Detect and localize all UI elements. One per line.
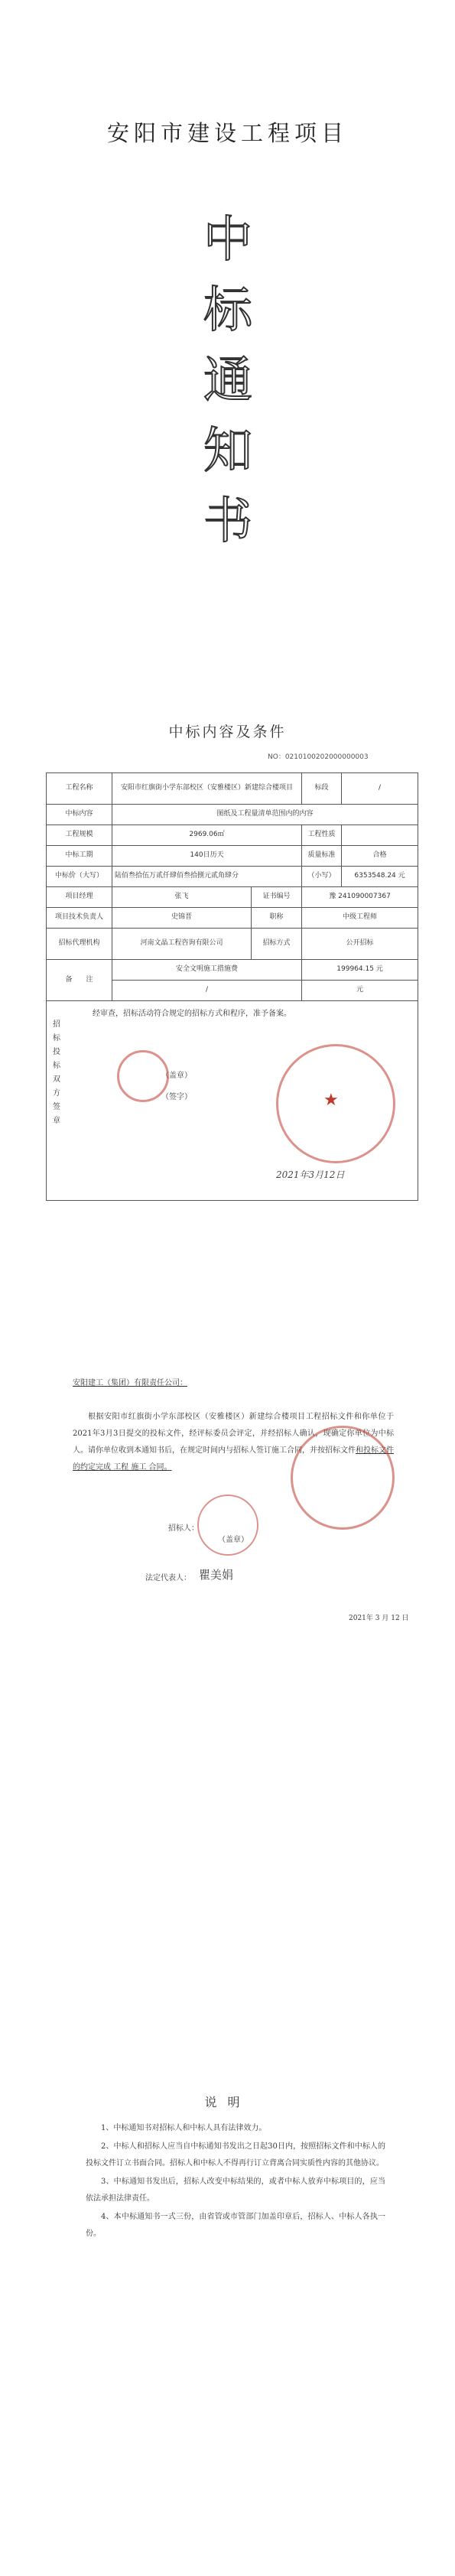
large-seal-icon — [291, 1426, 395, 1530]
document-number: NO：0210100202000000003 — [268, 753, 369, 761]
method-value: 公开招标 — [302, 929, 418, 960]
safety-value: 199964.15 元 — [302, 960, 418, 981]
addressee: 安阳建工（集团）有限责任公司： — [73, 1379, 187, 1387]
handwritten-date: 2021年3月12日 — [276, 1169, 345, 1180]
price-small-label: （小写） — [302, 867, 342, 887]
cover-char-1: 中 — [203, 212, 252, 268]
remarks-label: 备 注 — [47, 960, 112, 1001]
method-label: 招标方式 — [252, 929, 302, 960]
agency-value: 河南文晶工程咨询有限公司 — [112, 929, 252, 960]
tech-value: 史锦晋 — [112, 908, 252, 929]
manager-value: 张飞 — [112, 887, 252, 908]
period-value: 140日历天 — [112, 846, 302, 867]
legal-signature: 瞿美娟 — [199, 1568, 234, 1582]
cover-char-3: 通 — [203, 353, 252, 409]
list-item: 3、中标通知书发出后，招标人改变中标结果的，或者中标人放弃中标项目的，应当依法承担法律责任。 — [86, 2178, 385, 2203]
section-value: / — [342, 773, 418, 805]
list-item: 1、中标通知书对招标人和中标人具有法律效力。 — [101, 2124, 267, 2132]
title-value: 中级工程师 — [302, 908, 418, 929]
instructions-heading: 说明 — [204, 2095, 251, 2109]
instructions-page — [0, 1932, 455, 2576]
sign-side-label: 招 标 投 标 双 方 签 章 — [53, 1020, 60, 1125]
table-row — [47, 960, 418, 981]
period-label: 中标工期 — [47, 846, 112, 867]
project-name-value: 安阳市红旗街小学东部校区（安雅楼区）新建综合楼项目 — [112, 773, 302, 805]
sign-cell — [47, 1001, 418, 1201]
table-row — [47, 929, 418, 960]
tenderer-seal-icon — [197, 1495, 258, 1556]
table-row — [47, 1001, 418, 1201]
conditions-heading: 中标内容及条件 — [168, 724, 287, 740]
project-name-label: 工程名称 — [47, 773, 112, 805]
table-row — [47, 805, 418, 825]
cover-title: 安阳市建设工程项目 — [106, 120, 348, 146]
table-row — [47, 773, 418, 805]
conditions-page — [0, 644, 455, 1288]
content-value: 图纸及工程量清单范围内的内容 — [112, 805, 418, 825]
table-row — [47, 846, 418, 867]
blank-cell: / — [112, 981, 302, 1001]
instructions-list — [86, 2120, 385, 2244]
nature-label: 工程性质 — [302, 825, 342, 846]
table-row — [47, 908, 418, 929]
letter-page — [0, 1288, 455, 1932]
blank-unit: 元 — [302, 981, 418, 1001]
cover-page — [0, 0, 455, 644]
legal-rep-label: 法定代表人： — [145, 1574, 191, 1582]
price-small-value: 6353548.24 元 — [342, 867, 418, 887]
party-b-sign: （签字） — [161, 1093, 192, 1101]
tenderer-label: 招标人： — [168, 1524, 199, 1533]
cert-value: 豫 241090007367 — [302, 887, 418, 908]
party-a-stamp: （盖章） — [161, 1072, 192, 1080]
sign-intro: 经审查，招标活动符合规定的招标方式和程序，准予备案。 — [93, 1010, 291, 1018]
cover-char-5: 书 — [203, 493, 252, 550]
letter-body: 根据安阳市红旗街小学东部校区（安雅楼区）新建综合楼项目工程招标文件和你单位于 2021年3月3日提交的投标文件，经评标委员会评定，并经招标人确认，现确定你单位为中标人。请你单位收到本通知书后，在规定时间内与招标人签订施工合同，并按招标文件和投标文件的约定完成 工程 施工 合同。 — [73, 1413, 395, 1472]
cover-char-4: 知 — [203, 423, 252, 480]
section-label: 标段 — [302, 773, 342, 805]
letter-date: 2021年 3 月 12 日 — [349, 1615, 409, 1622]
price-value: 陆佰叁拾伍万贰仟肆佰叁拾捌元贰角肆分 — [112, 867, 302, 887]
cover-char-2: 标 — [203, 282, 252, 339]
tech-label: 项目技术负责人 — [47, 908, 112, 929]
price-label: 中标价（大写） — [47, 867, 112, 887]
table-row — [47, 887, 418, 908]
safety-label: 安全文明施工措施费 — [112, 960, 302, 981]
seal-star-icon: ★ — [323, 1091, 339, 1110]
nature-value — [342, 825, 418, 846]
content-label: 中标内容 — [47, 805, 112, 825]
cert-label: 证书编号 — [252, 887, 302, 908]
list-item: 2、中标人和招标人应当自中标通知书发出之日起30日内，按照招标文件和中标人的投标文件订立书面合同。招标人和中标人不得再行订立背离合同实质性内容的其他协议。 — [86, 2142, 385, 2168]
list-item: 4、本中标通知书一式三份，由省管或市管部门加盖印章后，招标人、中标人各执一份。 — [86, 2213, 385, 2238]
title-label: 职称 — [252, 908, 302, 929]
tenderer-stamp: （盖章） — [218, 1536, 249, 1544]
table-row — [47, 825, 418, 846]
scale-value: 2969.06㎡ — [112, 825, 302, 846]
scale-label: 工程规模 — [47, 825, 112, 846]
agency-label: 招标代理机构 — [47, 929, 112, 960]
table-row — [47, 867, 418, 887]
quality-label: 质量标准 — [302, 846, 342, 867]
manager-label: 项目经理 — [47, 887, 112, 908]
quality-value: 合格 — [342, 846, 418, 867]
conditions-table — [46, 772, 418, 1201]
small-seal-icon — [117, 1050, 169, 1102]
